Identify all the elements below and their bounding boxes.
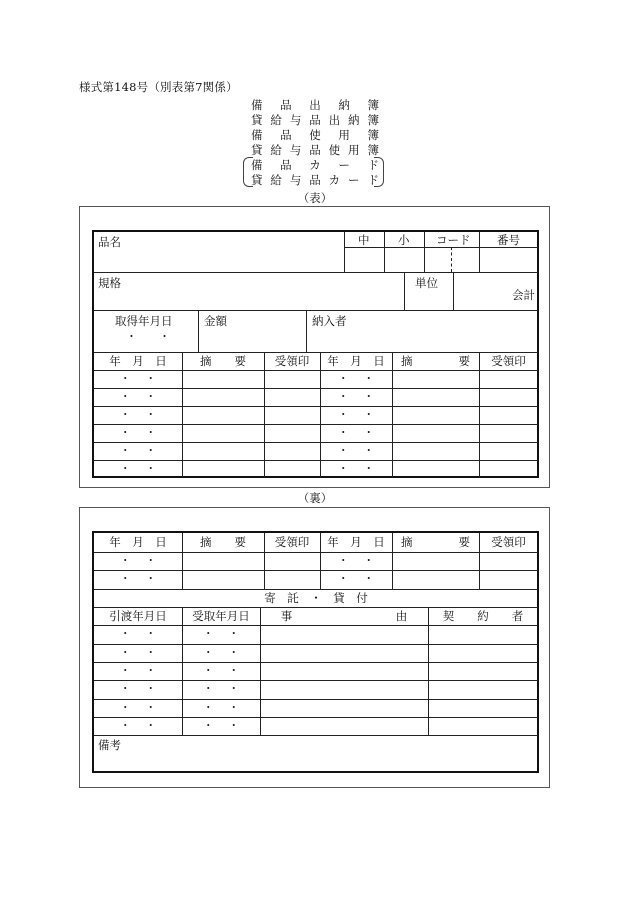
back-ledger-header-cell: 年 月 日 [109,535,167,549]
back-ledger-date-dots: ・ ・ [119,572,157,585]
kitaku-date-dots: ・ ・ [119,627,157,641]
form-title-char: 給 [270,113,282,127]
front-ledger-date-dots: ・ ・ [119,372,157,385]
biko-label: 備考 [98,738,121,752]
form-title-line [0,127,630,143]
back-ledger-date-dots: ・ ・ [119,553,157,567]
front-ledger-date-dots: ・ ・ [337,390,375,403]
front-ledger-date-dots: ・ ・ [119,462,157,475]
form-title-char: カ [309,158,321,172]
front-ledger-date-dots: ・ ・ [337,462,375,475]
sho-label: 小 [398,233,410,247]
front-ledger-date-dots: ・ ・ [337,372,375,385]
form-title-char: 備 [251,98,263,112]
kitaku-date-dots: ・ ・ [202,700,240,714]
form-title-char: 簿 [367,143,379,157]
back-ledger-date-dots: ・ ・ [337,572,375,585]
form-title-char: 納 [338,98,350,112]
form-title-char: カ [328,173,341,187]
front-side-label: （表） [297,191,333,205]
hinmei-label: 品名 [98,235,121,249]
form-title-char: 与 [289,173,302,187]
form-title-char: 簿 [367,113,379,127]
kitaku-date-dots: ・ ・ [119,663,157,677]
kitaku-header-cell: 事 由 [280,609,408,623]
back-ledger-header-cell: 年 月 日 [327,535,385,549]
kikaku-label: 規格 [98,276,121,290]
shutoku-label: 取得年月日 [115,314,173,328]
form-title-char: 与 [289,143,302,157]
kitaku-header-cell: 契 約 者 [442,609,524,623]
kitaku-date-dots: ・ ・ [202,682,240,696]
form-title-line [0,157,630,173]
form-title-line [0,97,630,113]
front-ledger-date-dots: ・ ・ [119,426,157,439]
form-title-char: 貸 [251,173,263,187]
form-title-char: 使 [328,143,341,157]
nounyusha-label: 納入者 [312,314,347,328]
front-ledger-date-dots: ・ ・ [119,390,157,403]
back-side-label: （裏） [297,491,333,505]
form-title-char: 納 [348,113,360,127]
form-title-line [0,142,630,158]
form-title-char: 簿 [367,128,379,142]
kitaku-heading: 寄 託 ・ 貸 付 [264,591,368,605]
back-ledger-header-cell: 受領印 [491,535,526,549]
form-title-char: 貸 [251,113,263,127]
form-title-char: 用 [348,143,360,157]
code-label: コード [436,233,471,247]
front-ledger-date-dots: ・ ・ [337,444,375,457]
kitaku-date-dots: ・ ・ [119,645,157,659]
form-title-char: 貸 [251,143,263,157]
form-title-char: 品 [309,173,321,187]
form-title-char: 出 [328,113,341,127]
form-title-char: 品 [280,98,292,112]
form-title-char: 与 [289,113,302,127]
form-title-char: ー [348,173,360,187]
shutoku-date-dots: ・ ・ [126,330,170,343]
back-ledger-header-cell: 摘 要 [401,535,470,549]
form-number: 様式第148号（別表第7関係） [79,80,238,94]
bracket-right [374,157,384,187]
form-title-char: 用 [338,128,350,142]
tani-label: 単位 [415,276,438,290]
form-title-char: 出 [309,98,321,112]
form-title-char: 給 [270,173,282,187]
front-ledger-header-cell: 年 月 日 [109,354,167,368]
kitaku-date-dots: ・ ・ [202,645,240,659]
front-ledger-date-dots: ・ ・ [337,408,375,421]
form-title-char: 品 [309,143,321,157]
kitaku-date-dots: ・ ・ [202,627,240,641]
form-title-char: 備 [251,128,263,142]
back-ledger-date-dots: ・ ・ [337,553,375,567]
front-ledger-header-cell: 受領印 [491,354,526,368]
bracket-left [243,157,253,187]
form-title-char: 品 [309,113,321,127]
front-ledger-header-cell: 年 月 日 [327,354,385,368]
kitaku-date-dots: ・ ・ [202,718,240,732]
form-title-char: 品 [280,128,292,142]
kaikei-label: 会計 [512,288,535,302]
back-table [92,531,539,773]
form-title-char: 給 [270,143,282,157]
form-title-char: 品 [280,158,292,172]
form-title-char: 備 [251,158,263,172]
kitaku-date-dots: ・ ・ [119,682,157,696]
kingaku-label: 金額 [204,314,227,328]
front-ledger-header-cell: 摘 要 [200,354,246,368]
form-title-char: ド [367,158,379,172]
kitaku-date-dots: ・ ・ [119,700,157,714]
kitaku-header-cell: 受取年月日 [192,609,250,623]
front-ledger-header-cell: 受領印 [274,354,310,368]
form-title-line [0,112,630,128]
bango-label: 番号 [497,233,520,247]
kitaku-header-cell: 引渡年月日 [109,609,167,623]
form-title-char: 簿 [367,98,379,112]
front-table [92,230,539,478]
back-card [79,507,550,788]
front-ledger-header-cell: 摘 要 [401,354,470,368]
form-title-char: 使 [309,128,321,142]
back-ledger-header-cell: 受領印 [274,535,310,549]
front-ledger-date-dots: ・ ・ [337,426,375,439]
kitaku-date-dots: ・ ・ [202,663,240,677]
form-title-char: ー [338,158,350,172]
form-title-line [0,172,630,188]
front-ledger-date-dots: ・ ・ [119,444,157,457]
naka-label: 中 [358,233,370,247]
front-card [79,206,550,488]
kitaku-date-dots: ・ ・ [119,718,157,732]
back-ledger-header-cell: 摘 要 [200,535,246,549]
front-ledger-date-dots: ・ ・ [119,408,157,421]
form-title-char: ド [367,173,379,187]
